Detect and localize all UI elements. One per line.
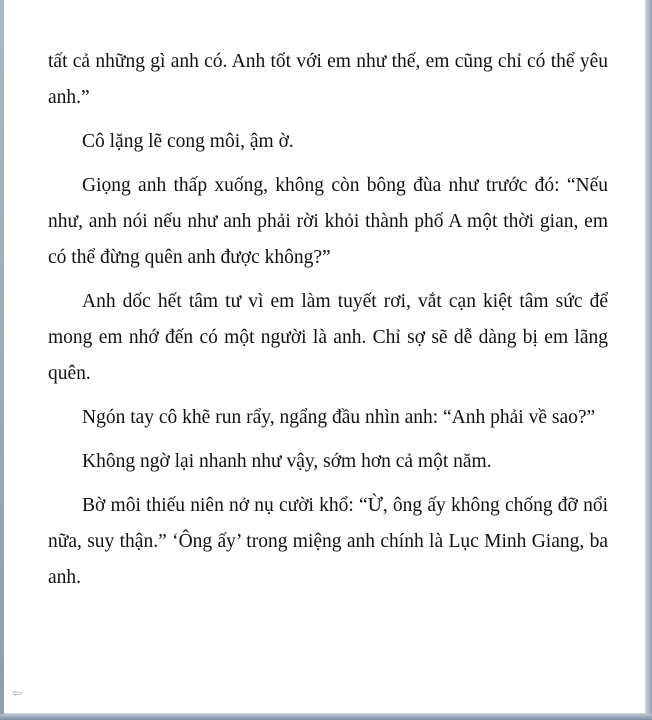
document-page	[4, 0, 646, 714]
bottom-frame-edge	[0, 714, 652, 720]
paragraph-1: tất cả những gì anh có. Anh tốt với em như thế, em cũng chỉ có thể yêu anh.”	[48, 51, 608, 108]
paragraph-2: Cô lặng lẽ cong môi, ậm ờ.	[82, 131, 294, 152]
paragraph-7: Bờ môi thiếu niên nở nụ cười khổ: “Ừ, ông ấy không chống đỡ nổi nữa, suy thận.” ‘Ông ấy’ trong miệng anh chính là Lục Minh Giang, ba anh.	[48, 495, 608, 588]
paragraph-6: Không ngờ lại nhanh như vậy, sớm hơn cả một năm.	[82, 451, 492, 472]
document-text	[48, 44, 608, 604]
paragraph-5: Ngón tay cô khẽ run rẩy, ngẩng đầu nhìn anh: “Anh phải về sao?”	[82, 407, 596, 428]
paragraph-4: Anh dốc hết tâm tư vì em làm tuyết rơi, vắt cạn kiệt tâm sức để mong em nhớ đến có một người là anh. Chỉ sợ sẽ dễ dàng bị em lãng quên.	[48, 291, 608, 384]
scrollbar-track[interactable]	[646, 0, 652, 720]
paragraph-3: Giọng anh thấp xuống, không còn bông đùa như trước đó: “Nếu như, anh nói nếu như anh phải rời khỏi thành phố A một thời gian, em có thể đừng quên anh được không?”	[48, 175, 608, 268]
left-arrow-icon[interactable]: ⇦	[11, 686, 23, 700]
